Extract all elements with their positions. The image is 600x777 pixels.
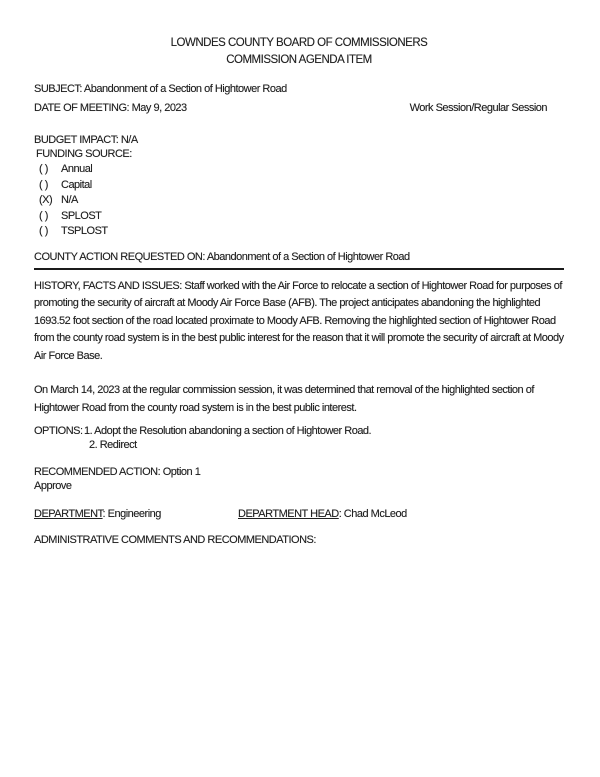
option-1: 1. Adopt the Resolution abandoning a section of Hightower Road. bbox=[84, 425, 372, 437]
budget-impact: BUDGET IMPACT: N/A bbox=[34, 134, 138, 146]
header-org: LOWNDES COUNTY BOARD OF COMMISSIONERS bbox=[170, 37, 428, 49]
department-row bbox=[34, 507, 564, 521]
options-block bbox=[34, 424, 564, 452]
session-type: Work Session/Regular Session bbox=[409, 102, 547, 114]
county-action-heading: COUNTY ACTION REQUESTED ON: Abandonment of a Section of Hightower Road bbox=[34, 251, 564, 270]
department-value: : Engineering bbox=[102, 508, 161, 520]
header-title: COMMISSION AGENDA ITEM bbox=[226, 54, 372, 66]
checkbox-splost: ( ) bbox=[39, 209, 48, 222]
checkbox-capital: ( ) bbox=[39, 178, 48, 191]
options-list bbox=[84, 424, 371, 452]
recommended-action: RECOMMENDED ACTION: Option 1 bbox=[34, 466, 201, 478]
department-label: DEPARTMENT bbox=[34, 508, 103, 520]
department-head-field bbox=[238, 507, 407, 521]
checkbox-na-checked: (X) bbox=[39, 194, 53, 206]
funding-option-na bbox=[34, 193, 564, 209]
funding-option-label: Annual bbox=[61, 163, 93, 175]
funding-source-label: FUNDING SOURCE: bbox=[36, 148, 132, 160]
department-head-label: DEPARTMENT HEAD bbox=[238, 508, 339, 520]
options-label: OPTIONS: bbox=[34, 425, 83, 437]
funding-option-label: N/A bbox=[61, 194, 78, 206]
date-of-meeting: DATE OF MEETING: May 9, 2023 bbox=[34, 102, 187, 114]
funding-option-annual bbox=[34, 162, 564, 178]
option-2: 2. Redirect bbox=[89, 439, 137, 451]
funding-option-tsplost bbox=[34, 224, 564, 240]
funding-option-splost bbox=[34, 209, 564, 225]
subject-line: SUBJECT: Abandonment of a Section of Hightower Road bbox=[34, 83, 287, 95]
funding-option-label: SPLOST bbox=[61, 209, 102, 222]
funding-option-label: TSPLOST bbox=[61, 225, 108, 237]
checkbox-annual: ( ) bbox=[39, 163, 48, 175]
funding-option-label: Capital bbox=[61, 178, 92, 191]
department-head-value: : Chad McLeod bbox=[338, 508, 407, 520]
history-paragraph: HISTORY, FACTS AND ISSUES: Staff worked with the Air Force to relocate a section of Hightower Road for purposes of promoting the security of aircraft at Moody Air Force Base (AFB). The project anticipates abandoning the highlighted 1693.52 foot section of the road located proximate to Moody AFB. Removing the highlighted section of Hightower Road from the county road system is in the best public interest for the reason that it will promote the security of aircraft at Moody Air Force Base. bbox=[34, 279, 564, 362]
department-field bbox=[34, 507, 238, 521]
recommended-action-note: Approve bbox=[34, 480, 72, 492]
determination-paragraph: On March 14, 2023 at the regular commission session, it was determined that removal of the highlighted section of Hightower Road from the county road system is in the best public interest. bbox=[34, 384, 534, 414]
meeting-row bbox=[34, 101, 564, 115]
checkbox-tsplost: ( ) bbox=[39, 225, 48, 237]
admin-comments-heading: ADMINISTRATIVE COMMENTS AND RECOMMENDATIONS: bbox=[34, 534, 316, 546]
funding-option-capital bbox=[34, 178, 564, 194]
document-header bbox=[34, 35, 564, 69]
